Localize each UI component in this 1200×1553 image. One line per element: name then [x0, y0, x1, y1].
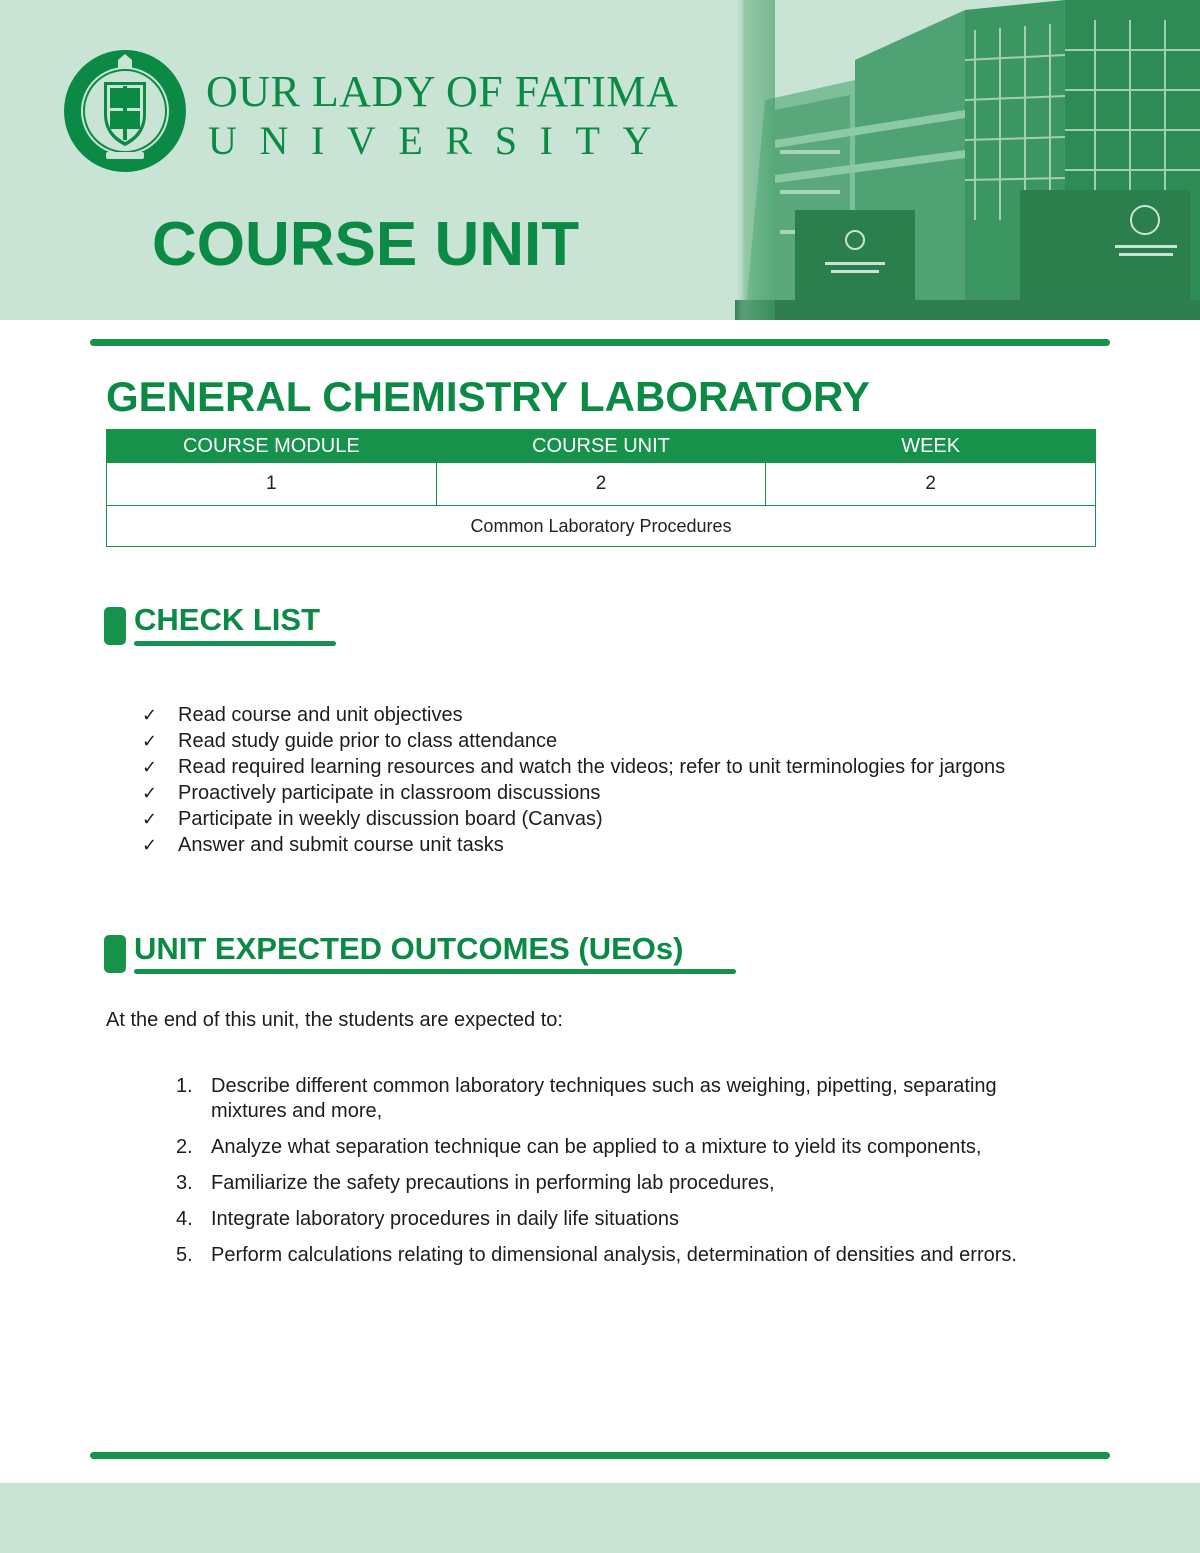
list-item	[140, 832, 1100, 858]
list-item	[140, 780, 1100, 806]
ueo-heading: UNIT EXPECTED OUTCOMES (UEOs)	[134, 931, 684, 966]
footer-band	[0, 1483, 1200, 1553]
ueo-item-text: Integrate laboratory procedures in daily life situations	[211, 1208, 680, 1230]
ueo-heading-underline	[134, 969, 736, 974]
university-name: OUR LADY OF FATIMA	[206, 67, 679, 116]
item-number: 4.	[176, 1208, 193, 1230]
list-item	[140, 806, 1100, 832]
university-seal-logo	[62, 48, 188, 174]
list-item	[140, 728, 1100, 754]
checkmark-icon: ✓	[142, 809, 158, 829]
list-item	[140, 702, 1100, 728]
header-course-unit: COURSE UNIT	[436, 430, 766, 463]
checklist-item-text: Answer and submit course unit tasks	[178, 834, 504, 856]
ueo-item-text: Analyze what separation technique can be applied to a mixture to yield its components,	[211, 1136, 982, 1158]
checkmark-icon: ✓	[142, 731, 158, 751]
list-item	[140, 754, 1100, 780]
course-info-table	[106, 429, 1096, 547]
table-row	[107, 463, 1096, 506]
list-item	[176, 1135, 1096, 1160]
ueo-list	[176, 1074, 1096, 1279]
checkmark-icon: ✓	[142, 757, 158, 777]
value-course-module: 1	[107, 463, 437, 506]
ueo-intro: At the end of this unit, the students are expected to:	[106, 1009, 563, 1031]
top-divider	[90, 339, 1110, 346]
list-item	[176, 1074, 1096, 1124]
item-number: 1.	[176, 1075, 193, 1097]
checklist	[140, 702, 1100, 858]
checklist-heading: CHECK LIST	[134, 602, 320, 637]
checkmark-icon: ✓	[142, 705, 158, 725]
checklist-item-text: Read required learning resources and watch the videos; refer to unit terminologies for jargons	[178, 756, 1006, 778]
document-type-title: COURSE UNIT	[152, 210, 580, 279]
checkmark-icon: ✓	[142, 835, 158, 855]
value-week: 2	[766, 463, 1096, 506]
checklist-item-text: Proactively participate in classroom discussions	[178, 782, 601, 804]
item-number: 2.	[176, 1136, 193, 1158]
ueo-item-text: Familiarize the safety precautions in performing lab procedures,	[211, 1172, 775, 1194]
list-item	[176, 1171, 1096, 1196]
table-row	[107, 506, 1096, 547]
university-subtitle: UNIVERSITY	[208, 118, 674, 163]
item-number: 3.	[176, 1172, 193, 1194]
header-course-module: COURSE MODULE	[107, 430, 437, 463]
ueo-item-text: Describe different common laboratory techniques such as weighing, pipetting, separating mixtures and more,	[211, 1075, 997, 1122]
list-item	[176, 1207, 1096, 1232]
header-band	[0, 0, 1200, 320]
bottom-divider	[90, 1452, 1110, 1459]
ueo-item-text: Perform calculations relating to dimensional analysis, determination of densities and errors.	[211, 1244, 1017, 1266]
checklist-item-text: Read course and unit objectives	[178, 704, 463, 726]
checkmark-icon: ✓	[142, 783, 158, 803]
item-number: 5.	[176, 1244, 193, 1266]
checklist-item-text: Read study guide prior to class attendance	[178, 730, 558, 752]
list-item	[176, 1243, 1096, 1268]
unit-topic: Common Laboratory Procedures	[107, 506, 1096, 547]
checklist-section-marker	[104, 607, 126, 645]
table-header-row	[107, 430, 1096, 463]
ueo-section-marker	[104, 935, 126, 973]
checklist-heading-underline	[134, 641, 336, 646]
course-title: GENERAL CHEMISTRY LABORATORY	[106, 373, 870, 420]
value-course-unit: 2	[436, 463, 766, 506]
header-week: WEEK	[766, 430, 1096, 463]
checklist-item-text: Participate in weekly discussion board (Canvas)	[178, 808, 603, 830]
campus-building-photo	[735, 0, 1200, 320]
